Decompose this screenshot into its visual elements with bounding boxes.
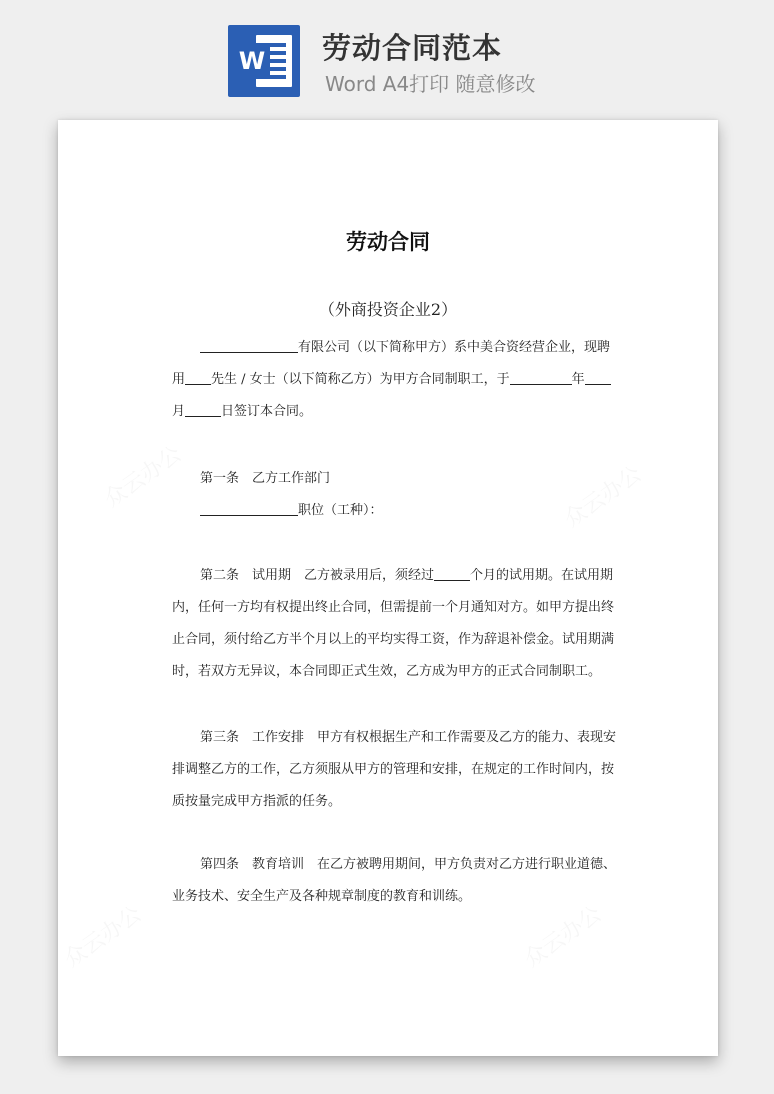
- article-4-line: 第四条 教育培训 在乙方被聘用期间，甲方负责对乙方进行职业道德、: [200, 857, 617, 872]
- employee-name-blank[interactable]: [185, 370, 211, 385]
- article-2-line: 止合同，须付给乙方半个月以上的平均实得工资，作为辞退补偿金。试用期满: [172, 632, 615, 647]
- intro-text: 先生 / 女士（以下简称乙方）为甲方合同制职工，于: [211, 372, 510, 387]
- word-letter: W: [234, 43, 270, 79]
- intro-text: 月: [172, 404, 186, 419]
- intro-line-1: 有限公司（以下简称甲方）系中美合资经营企业，现聘: [298, 340, 611, 355]
- intro-text: 年: [571, 372, 585, 387]
- word-document-icon: [228, 25, 300, 97]
- header-banner: [0, 0, 774, 110]
- watermark: [58, 898, 147, 974]
- article-1-position: 职位（工种）：: [298, 503, 383, 518]
- article-2: [172, 560, 615, 688]
- article-2-line: 第二条 试用期 乙方被录用后，须经过: [200, 568, 435, 583]
- article-1-heading: 第一条 乙方工作部门: [200, 471, 331, 486]
- article-4: [172, 849, 617, 913]
- article-2-line: 内，任何一方均有权提出终止合同，但需提前一个月通知对方。如甲方提出终: [172, 600, 615, 615]
- intro-text: 用: [172, 372, 186, 387]
- header-title: 劳动合同范本: [322, 31, 503, 65]
- article-2-line: 个月的试用期。在试用期: [470, 568, 614, 583]
- article-4-line: 业务技术、安全生产及各种规章制度的教育和训练。: [172, 889, 472, 904]
- header-subtitle: Word A4打印 随意修改: [325, 72, 536, 96]
- probation-months-blank[interactable]: [434, 566, 470, 581]
- article-3-line: 排调整乙方的工作，乙方须服从甲方的管理和安排，在规定的工作时间内，按: [172, 762, 615, 777]
- document-page: [58, 120, 718, 1056]
- article-2-line: 时，若双方无异议，本合同即正式生效，乙方成为甲方的正式合同制职工。: [172, 664, 602, 679]
- article-1: [172, 463, 602, 527]
- company-name-blank[interactable]: [200, 338, 298, 353]
- day-blank[interactable]: [185, 402, 221, 417]
- document-subtitle: （外商投资企业2）: [318, 300, 458, 319]
- intro-text: 日签订本合同。: [221, 404, 313, 419]
- article-3: [172, 722, 617, 818]
- department-blank[interactable]: [200, 501, 298, 516]
- month-blank[interactable]: [585, 370, 611, 385]
- article-3-line: 第三条 工作安排 甲方有权根据生产和工作需要及乙方的能力、表现安: [200, 730, 617, 745]
- article-3-line: 质按量完成甲方指派的任务。: [172, 794, 342, 809]
- document-title: 劳动合同: [346, 230, 430, 254]
- intro-paragraph: [172, 332, 611, 428]
- year-blank[interactable]: [510, 370, 572, 385]
